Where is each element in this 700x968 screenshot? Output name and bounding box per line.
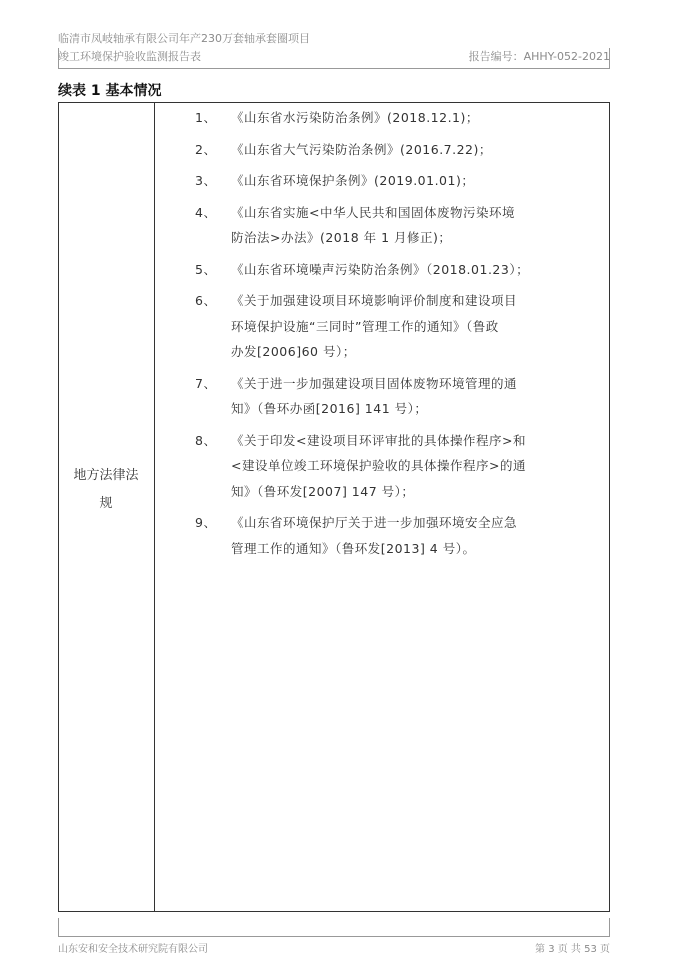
item-text: 《山东省大气污染防治条例》(2016.7.22)； xyxy=(231,141,492,157)
item-text: 《山东省环境保护厅关于进一步加强环境安全应急 管理工作的通知》（鲁环发[2013] 4 号）。 xyxy=(231,515,518,556)
regulation-list xyxy=(195,105,605,567)
item-number: 6、 xyxy=(195,293,217,308)
project-title: 临清市凤岐轴承有限公司年产230万套轴承套圈项目 xyxy=(58,32,310,45)
item-number: 7、 xyxy=(195,375,217,391)
list-item xyxy=(195,288,605,365)
item-number: 2、 xyxy=(195,141,217,157)
list-item xyxy=(195,168,605,194)
row-label-line1: 地方法律法 xyxy=(73,468,139,483)
report-type: 竣工环境保护验收监测报告表 xyxy=(58,50,201,63)
row-label-local-regulations xyxy=(58,462,154,518)
item-text: 《关于进一步加强建设项目固体废物环境管理的通 知》（鲁环办函[2016] 141 号）； xyxy=(231,375,518,416)
list-item xyxy=(195,200,605,251)
section-title: 续表 1 基本情况 xyxy=(58,83,162,99)
footer-organization: 山东安和安全技术研究院有限公司 xyxy=(58,944,208,955)
row-label-line2: 规 xyxy=(99,496,113,511)
list-item xyxy=(195,428,605,505)
item-text: 《山东省环境噪声污染防治条例》（2018.01.23）； xyxy=(231,261,530,277)
footer-divider-right xyxy=(609,918,610,936)
item-number: 9、 xyxy=(195,515,217,530)
list-item xyxy=(195,510,605,561)
report-number: 报告编号：AHHY-052-2021 xyxy=(468,50,610,63)
item-number: 3、 xyxy=(195,173,217,188)
item-number: 5、 xyxy=(195,261,217,277)
table-column-divider xyxy=(154,102,155,912)
footer-rule xyxy=(58,936,610,937)
list-item xyxy=(195,257,605,283)
page-footer xyxy=(58,940,610,955)
header-rule xyxy=(58,68,610,69)
header-divider-left xyxy=(58,48,59,68)
item-text: 《山东省实施<中华人民共和国固体废物污染环境 防治法>办法》(2018 年 1 月修正)； xyxy=(231,204,515,245)
list-item xyxy=(195,371,605,422)
item-text: 《关于加强建设项目环境影响评价制度和建设项目 环境保护设施“三同时”管理工作的通知》（鲁政 办发[2006]60 号）； xyxy=(231,293,518,359)
footer-divider-left xyxy=(58,918,59,936)
item-text: 《山东省环境保护条例》(2019.01.01)； xyxy=(231,173,475,188)
item-number: 4、 xyxy=(195,204,217,220)
item-number: 8、 xyxy=(195,432,217,448)
footer-page-number: 第 3 页 共 53 页 xyxy=(535,944,610,955)
header-divider-right xyxy=(609,48,610,68)
item-text: 《关于印发<建设项目环评审批的具体操作程序>和 <建设单位竣工环境保护验收的具体操作程序>的通 知》（鲁环发[2007] 147 号）； xyxy=(231,432,526,499)
item-number: 1、 xyxy=(195,110,217,125)
list-item xyxy=(195,137,605,163)
list-item xyxy=(195,105,605,131)
item-text: 《山东省水污染防治条例》(2018.12.1)； xyxy=(231,110,479,125)
page-header xyxy=(58,30,610,66)
